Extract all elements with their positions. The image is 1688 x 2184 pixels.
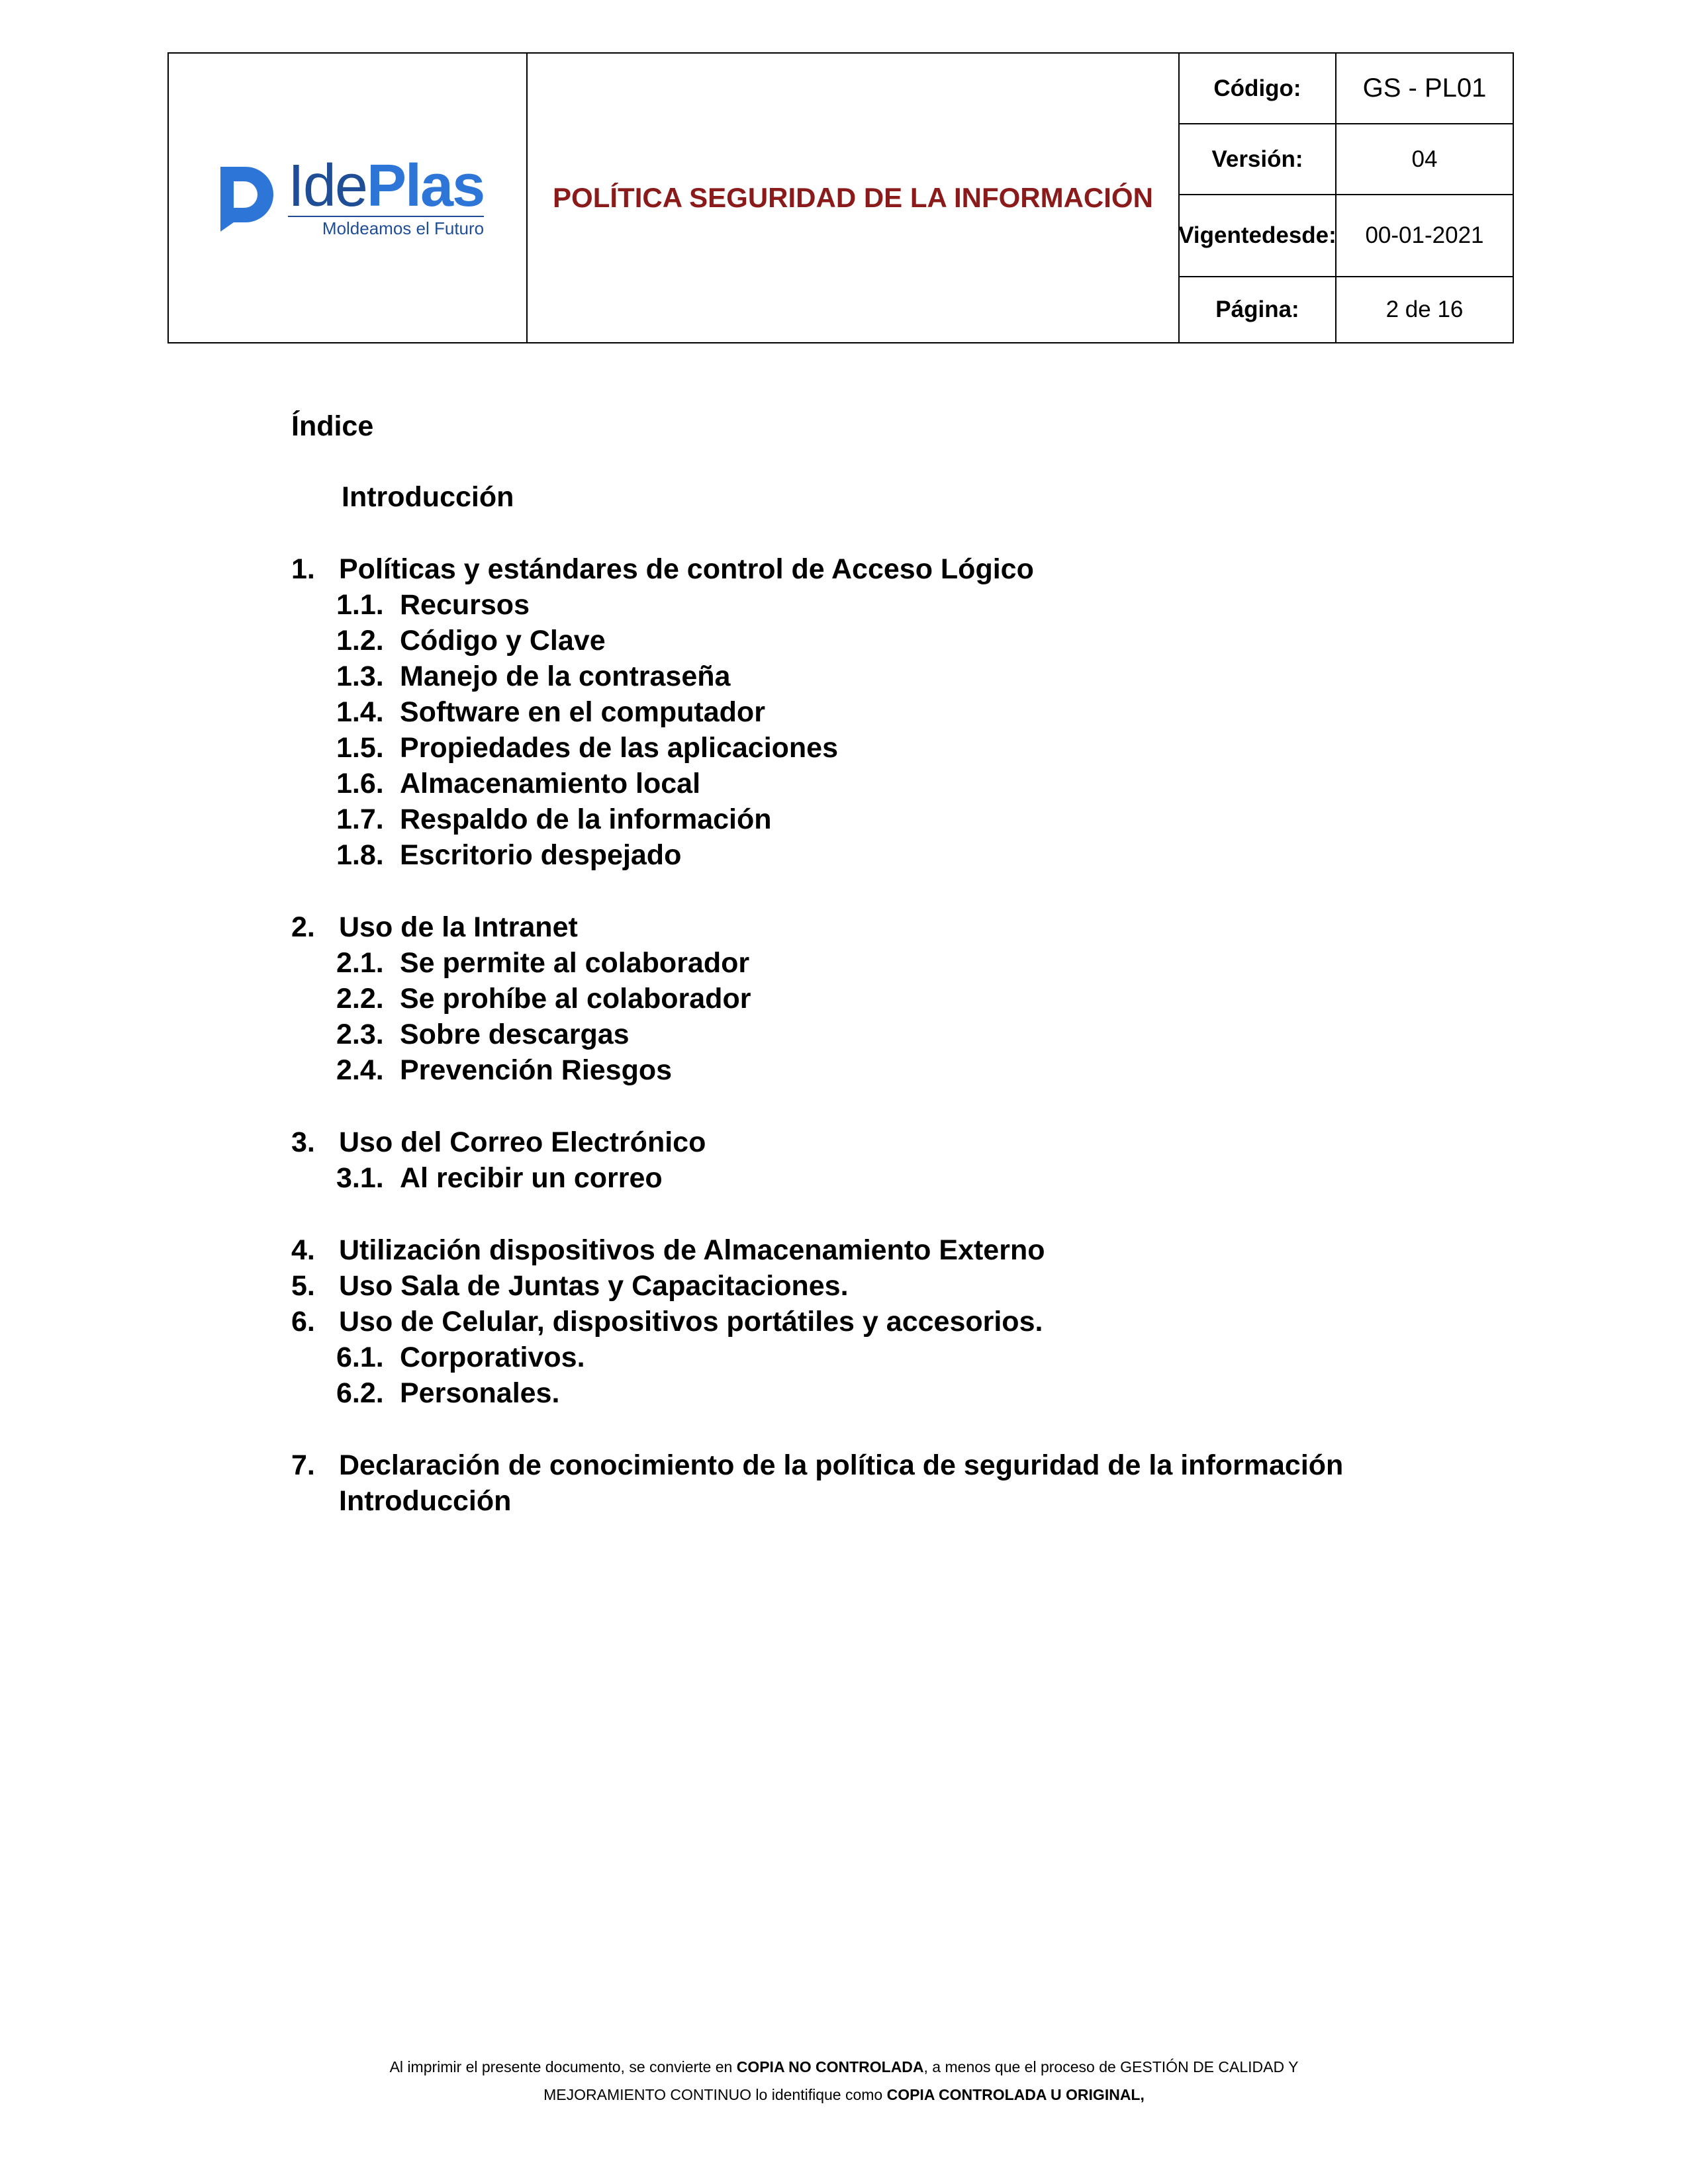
toc-title: Al recibir un correo bbox=[400, 1162, 663, 1194]
toc-title: Se permite al colaborador bbox=[400, 947, 750, 979]
toc-number: 6.2. bbox=[336, 1377, 384, 1409]
logo-word-a: Ide bbox=[287, 152, 367, 219]
toc-title: Personales. bbox=[400, 1377, 560, 1409]
toc-title: Propiedades de las aplicaciones bbox=[400, 732, 839, 764]
toc-number: 2. bbox=[291, 911, 315, 943]
toc-title: Respaldo de la información bbox=[400, 803, 772, 835]
toc-title: Manejo de la contraseña bbox=[400, 660, 731, 692]
toc-number: 1.6. bbox=[336, 768, 384, 799]
toc-title: Se prohíbe al colaborador bbox=[400, 983, 751, 1015]
toc-title: Uso de Celular, dispositivos portátiles y accesorios. bbox=[339, 1306, 1043, 1338]
toc-number: 6. bbox=[291, 1306, 315, 1338]
meta-value: 2 de 16 bbox=[1385, 296, 1464, 322]
toc-number: 2.1. bbox=[336, 947, 384, 979]
meta-label bbox=[1180, 195, 1336, 276]
index-intro: Introducción bbox=[342, 481, 514, 513]
logo-cell bbox=[169, 54, 528, 342]
toc-number: 1.1. bbox=[336, 589, 384, 621]
footer-text: MEJORAMIENTO CONTINUO lo identifique como bbox=[543, 2086, 887, 2103]
toc-title: Declaración de conocimiento de la política de seguridad de la información bbox=[339, 1449, 1344, 1481]
footer-emphasis: COPIA CONTROLADA U ORIGINAL, bbox=[886, 2086, 1145, 2103]
meta-row-code bbox=[1180, 54, 1513, 124]
toc-number: 1.7. bbox=[336, 803, 384, 835]
meta-label: Página: bbox=[1180, 277, 1336, 342]
toc-number: 1.8. bbox=[336, 839, 384, 871]
index-heading: Índice bbox=[291, 410, 374, 442]
document-meta-table bbox=[1180, 54, 1513, 342]
toc-number: 1.4. bbox=[336, 696, 384, 728]
toc-number: 6.1. bbox=[336, 1342, 384, 1373]
toc-number: 5. bbox=[291, 1270, 315, 1302]
toc-title: Prevención Riesgos bbox=[400, 1054, 673, 1086]
footer-emphasis: COPIA NO CONTROLADA bbox=[736, 2058, 924, 2075]
meta-row-version bbox=[1180, 124, 1513, 195]
toc-title: Políticas y estándares de control de Acceso Lógico bbox=[339, 553, 1034, 585]
toc-number: 3.1. bbox=[336, 1162, 384, 1194]
toc-number: 2.3. bbox=[336, 1019, 384, 1050]
toc-number: 2.4. bbox=[336, 1054, 384, 1086]
toc-trailing-intro: Introducción bbox=[339, 1485, 512, 1517]
logo-word-b: Plas bbox=[366, 152, 485, 219]
meta-row-valid-from bbox=[1180, 195, 1513, 277]
toc-number: 1.2. bbox=[336, 625, 384, 657]
toc-title: Escritorio despejado bbox=[400, 839, 682, 871]
logo-tagline: Moldeamos el Futuro bbox=[288, 216, 484, 239]
toc-title: Uso del Correo Electrónico bbox=[339, 1126, 706, 1158]
toc-number: 1.3. bbox=[336, 660, 384, 692]
toc-title: Utilización dispositivos de Almacenamiento Externo bbox=[339, 1234, 1045, 1266]
toc-number: 7. bbox=[291, 1449, 315, 1481]
toc-title: Almacenamiento local bbox=[400, 768, 701, 799]
document-title: POLÍTICA SEGURIDAD DE LA INFORMACIÓN bbox=[528, 54, 1180, 342]
document-footer bbox=[0, 2053, 1688, 2109]
toc-title: Recursos bbox=[400, 589, 530, 621]
toc-title: Código y Clave bbox=[400, 625, 606, 657]
meta-value: 04 bbox=[1411, 146, 1438, 172]
meta-label: Código: bbox=[1180, 54, 1336, 123]
meta-label-line1: Vigente bbox=[1178, 222, 1262, 248]
toc-title: Corporativos. bbox=[400, 1342, 585, 1373]
toc-number: 2.2. bbox=[336, 983, 384, 1015]
logo-text bbox=[287, 152, 485, 239]
logo-wordmark bbox=[287, 152, 485, 219]
toc-title: Uso Sala de Juntas y Capacitaciones. bbox=[339, 1270, 849, 1302]
meta-label: Versión: bbox=[1180, 124, 1336, 194]
meta-label-line2: desde: bbox=[1261, 222, 1336, 248]
meta-value: GS - PL01 bbox=[1362, 73, 1487, 103]
meta-value: 00-01-2021 bbox=[1365, 222, 1484, 248]
toc-number: 1. bbox=[291, 553, 315, 585]
footer-line-2 bbox=[0, 2081, 1688, 2109]
toc-number: 1.5. bbox=[336, 732, 384, 764]
toc-title: Software en el computador bbox=[400, 696, 765, 728]
footer-line-1 bbox=[0, 2053, 1688, 2081]
toc-title: Uso de la Intranet bbox=[339, 911, 578, 943]
document-header bbox=[167, 52, 1514, 343]
footer-text: , a menos que el proceso de GESTIÓN DE CALIDAD Y bbox=[923, 2058, 1299, 2075]
toc-title: Sobre descargas bbox=[400, 1019, 630, 1050]
company-logo bbox=[211, 152, 485, 239]
toc-number: 4. bbox=[291, 1234, 315, 1266]
footer-text: Al imprimir el presente documento, se convierte en bbox=[389, 2058, 737, 2075]
meta-row-page bbox=[1180, 277, 1513, 342]
logo-mark-icon bbox=[211, 161, 277, 234]
toc-number: 3. bbox=[291, 1126, 315, 1158]
